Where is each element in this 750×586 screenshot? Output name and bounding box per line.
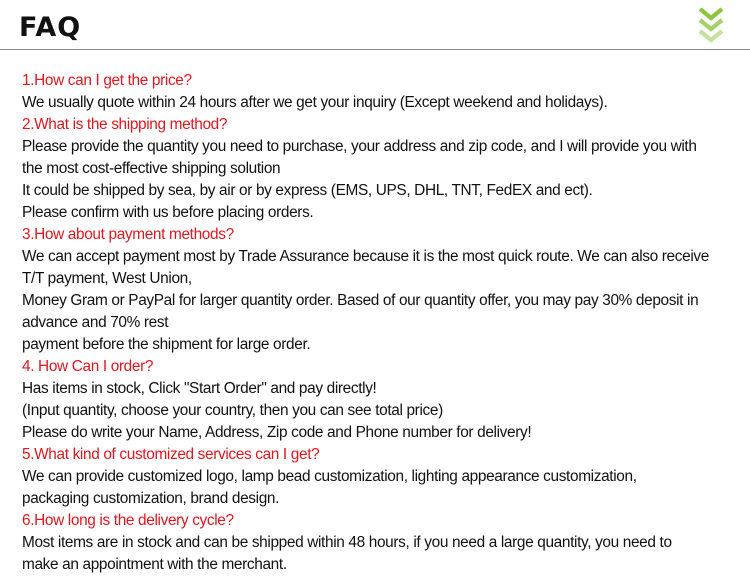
faq-list xyxy=(22,70,747,576)
faq-answer-line: We can provide customized logo, lamp bead customization, lighting appearance customization, xyxy=(22,468,637,485)
faq-answer-line: make an appointment with the merchant. xyxy=(22,556,287,573)
triple-chevron-down-icon xyxy=(697,6,725,46)
faq-question: 5.What kind of customized services can I get? xyxy=(22,446,320,463)
faq-item xyxy=(22,510,747,576)
faq-question: 6.How long is the delivery cycle? xyxy=(22,512,234,529)
faq-answer-line: It could be shipped by sea, by air or by express (EMS, UPS, DHL, TNT, FedEX and ect). xyxy=(22,182,593,199)
faq-answer-line: T/T payment, West Union, xyxy=(22,270,192,287)
header-divider xyxy=(0,49,750,50)
faq-item xyxy=(22,444,747,510)
faq-answer-line: payment before the shipment for large order. xyxy=(22,336,311,353)
faq-item xyxy=(22,356,747,444)
faq-question: 1.How can I get the price? xyxy=(22,72,192,89)
faq-answer-line: We usually quote within 24 hours after we get your inquiry (Except weekend and holidays). xyxy=(22,94,608,111)
faq-answer-line: packaging customization, brand design. xyxy=(22,490,280,507)
page-header xyxy=(0,0,750,50)
faq-answer-line: Please provide the quantity you need to purchase, your address and zip code, and I will provide you with xyxy=(22,138,697,155)
faq-answer-line: (Input quantity, choose your country, then you can see total price) xyxy=(22,402,443,419)
page-title: FAQ xyxy=(19,12,82,43)
faq-answer-line: We can accept payment most by Trade Assurance because it is the most quick route. We can also receive xyxy=(22,248,709,265)
faq-question: 2.What is the shipping method? xyxy=(22,116,228,133)
faq-item xyxy=(22,114,747,224)
faq-answer-line: Most items are in stock and can be shipped within 48 hours, if you need a large quantity, you need to xyxy=(22,534,672,551)
faq-answer-line: the most cost-effective shipping solution xyxy=(22,160,281,177)
faq-question: 3.How about payment methods? xyxy=(22,226,234,243)
faq-item xyxy=(22,70,747,114)
faq-answer-line: Has items in stock, Click "Start Order" and pay directly! xyxy=(22,380,377,397)
faq-answer-line: advance and 70% rest xyxy=(22,314,169,331)
faq-answer-line: Please confirm with us before placing orders. xyxy=(22,204,314,221)
faq-question: 4. How Can I order? xyxy=(22,358,154,375)
faq-answer-line: Money Gram or PayPal for larger quantity order. Based of our quantity offer, you may pay 30% deposit in xyxy=(22,292,699,309)
faq-answer-line: Please do write your Name, Address, Zip code and Phone number for delivery! xyxy=(22,424,532,441)
faq-item xyxy=(22,224,747,356)
